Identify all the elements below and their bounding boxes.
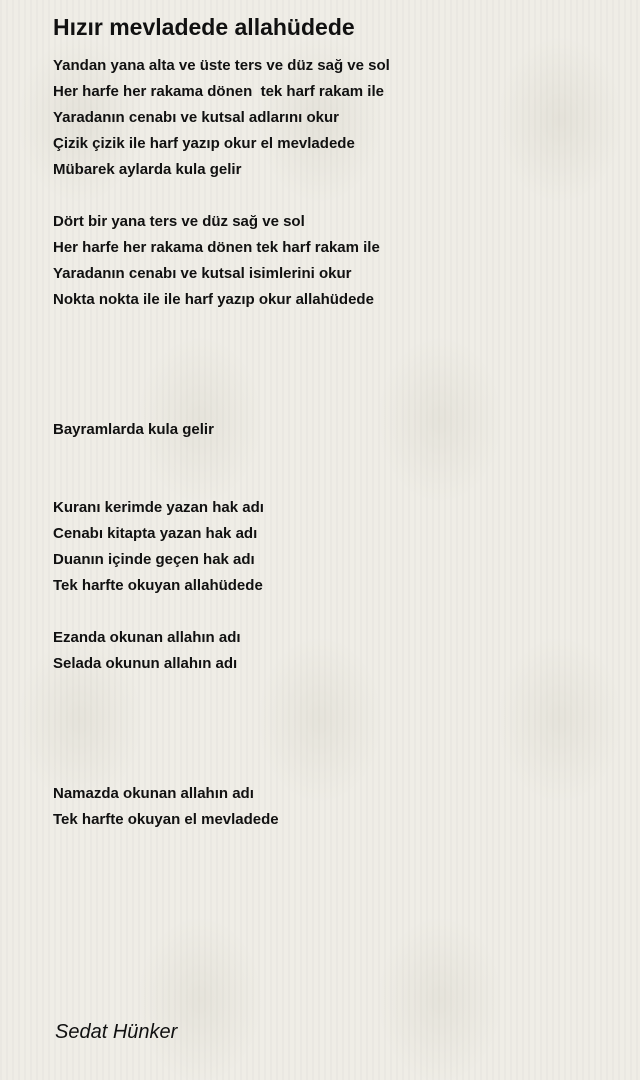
poem-line: Dört bir yana ters ve düz sağ ve sol	[53, 213, 305, 230]
poem-line: Selada okunun allahın adı	[53, 655, 238, 672]
poem-line	[53, 183, 613, 209]
poem-line	[53, 365, 613, 391]
poem-line: Çizik çizik ile harf yazıp okur el mevladede	[53, 135, 355, 152]
poem-body	[53, 53, 613, 833]
poem-line: Tek harfte okuyan el mevladede	[53, 811, 279, 828]
poem-line	[53, 677, 613, 703]
poem-line	[53, 313, 613, 339]
poem-line	[53, 391, 613, 417]
poem-line: Mübarek aylarda kula gelir	[53, 161, 242, 178]
poem-line: Bayramlarda kula gelir	[53, 421, 214, 438]
poem-line: Yaradanın cenabı ve kutsal isimlerini okur	[53, 265, 352, 282]
poem-line	[53, 729, 613, 755]
poem-line: Duanın içinde geçen hak adı	[53, 551, 255, 568]
poem-line: Yandan yana alta ve üste ters ve düz sağ ve sol	[53, 57, 390, 74]
poem-title: Hızır mevladede allahüdede	[53, 14, 355, 40]
poem-line: Namazda okunan allahın adı	[53, 785, 254, 802]
poem-author: Sedat Hünker	[55, 1021, 178, 1043]
poem-line: Tek harfte okuyan allahüdede	[53, 577, 263, 594]
poem-line	[53, 599, 613, 625]
poem-line: Her harfe her rakama dönen tek harf rakam ile	[53, 83, 384, 100]
poem-line: Cenabı kitapta yazan hak adı	[53, 525, 258, 542]
poem-line	[53, 339, 613, 365]
poem-line	[53, 443, 613, 469]
poem-line: Her harfe her rakama dönen tek harf rakam ile	[53, 239, 380, 256]
poem-line	[53, 469, 613, 495]
poem-line	[53, 755, 613, 781]
poem-line: Nokta nokta ile ile harf yazıp okur allahüdede	[53, 291, 374, 308]
poem-line: Yaradanın cenabı ve kutsal adlarını okur	[53, 109, 339, 126]
poem-line: Kuranı kerimde yazan hak adı	[53, 499, 264, 516]
poem-line: Ezanda okunan allahın adı	[53, 629, 241, 646]
poem-line	[53, 703, 613, 729]
